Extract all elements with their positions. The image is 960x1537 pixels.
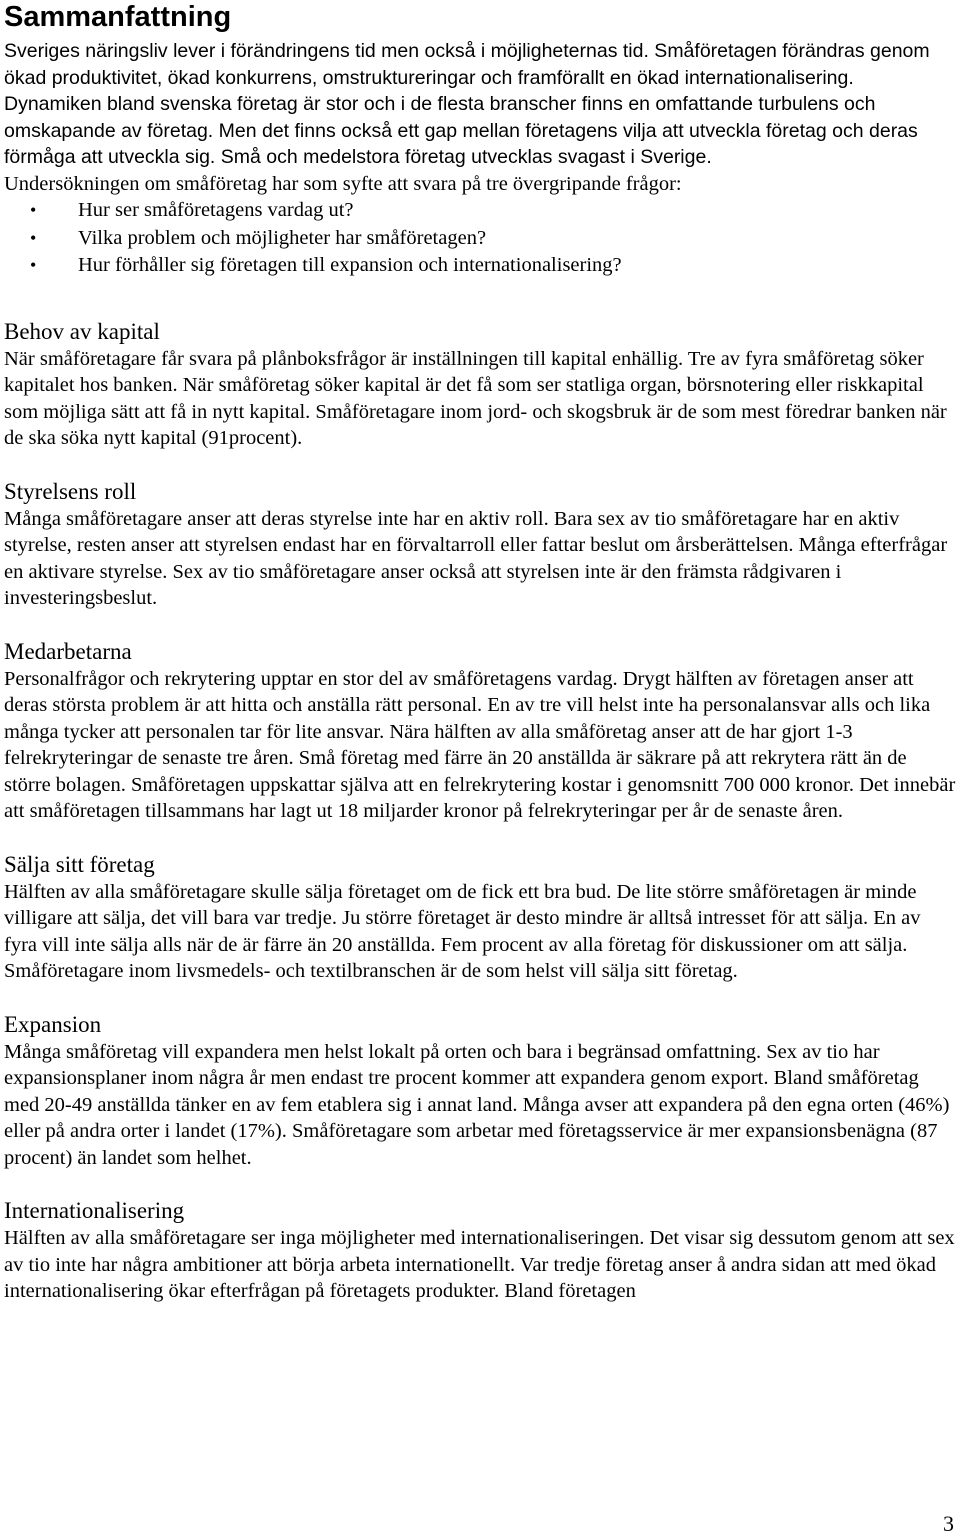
bullet-icon: •	[30, 255, 37, 275]
section-text: Många småföretag vill expandera men helst lokalt på orten och bara i begränsad omfattning. Sex av tio har expansionsplaner inom några år men endast tre procent kommer att expandera genom export. Bland småföretag med 20-49 anställda tänker en av fem etablera sig i annat land. Många avser att expandera på den egna orten (46%) eller på andra orter i landet (17%). Småföretagare som arbetar med företagsservice är mer expansionsbenägna (87 procent) än landet som helhet.	[4, 1040, 950, 1169]
section-heading: Medarbetarna	[4, 638, 132, 664]
section-heading: Expansion	[4, 1011, 102, 1037]
list-item-text: Hur förhåller sig företagen till expansion och internationalisering?	[78, 254, 622, 276]
section-text: Hälften av alla småföretagare ser inga möjligheter med internationaliseringen. Det visar sig dessutom genom att sex av tio inte har några ambitioner att börja arbeta internationellt. Var tredje företag anser å andra sidan att med ökad internationalisering ökar efterfrågan på företagets produkter. Bland företagen	[4, 1227, 955, 1302]
bullet-icon: •	[30, 200, 37, 220]
document-page	[4, 0, 956, 1305]
bullet-icon: •	[30, 227, 37, 248]
section-behov-av-kapital	[4, 318, 956, 452]
section-expansion	[4, 1011, 956, 1172]
list-item-text: Hur ser småföretagens vardag ut?	[78, 199, 354, 221]
list-item	[4, 252, 956, 280]
section-text: Hälften av alla småföretagare skulle sälja företaget om de fick ett bra bud. De lite större småföretagen är minde villigare att sälja, det vill bara var tredje. Ju större företaget är desto mindre är alltså intresset för att sälja. En av fyra vill inte sälja alls när de är färre än 20 anställda. Fem procent av alla företag för diskussioner om att sälja. Småföretagare inom livsmedels- och textilbranschen är de som helst vill sälja sitt företag.	[4, 880, 921, 982]
list-item-text: Vilka problem och möjligheter har småföretagen?	[78, 226, 487, 249]
section-text: Många småföretagare anser att deras styrelse inte har en aktiv roll. Bara sex av tio småföretagare har en aktiv styrelse, resten anser att styrelsen endast har en förvaltarroll eller fattar beslut om årsberättelsen. Många efterfrågar en aktivare styrelse. Sex av tio småföretagare anser också att styrelsen inte är den främsta rådgivaren i investeringsbeslut.	[4, 507, 948, 609]
section-text: Personalfrågor och rekrytering upptar en stor del av småföretagens vardag. Drygt hälften av företagen anser att deras största problem är att hitta och anställa rätt personal. En av tre vill helst inte ha personalansvar alls och lika många tycker att personalen tar för lite ansvar. Nära hälften av alla småföretag anser att de har gjort 1-3 felrekryteringar de senaste tre åren. Små företag med färre än 20 anställda är säkrare på att rekrytera rätt än de större bolagen. Småföretagen uppskattar själva att en felrekrytering kostar i genomsnitt 700 000 kronor. Det innebär att småföretagen tillsammans har lagt ut 18 miljarder kronor på felrekryteringar per år de senaste åren.	[4, 667, 956, 822]
question-list	[4, 197, 956, 280]
section-heading: Sälja sitt företag	[4, 851, 155, 877]
intro-paragraph: Sveriges näringsliv lever i förändringens tid men också i möjligheternas tid. Småföretagen förändras genom ökad produktivitet, ökad konkurrens, omstruktureringar och framförallt en ökad internationalisering. Dynamiken bland svenska företag är stor och i de flesta branscher finns en omfattande turbulens och omskapande av företag. Men det finns också ett gap mellan företagens vilja att utveckla företag och deras förmåga att utveckla sig. Små och medelstora företag utvecklas svagast i Sverige.	[4, 40, 930, 168]
section-heading: Internationalisering	[4, 1198, 185, 1223]
section-heading: Styrelsens roll	[4, 478, 137, 504]
list-item	[4, 197, 956, 225]
section-heading: Behov av kapital	[4, 318, 160, 344]
page-title: Sammanfattning	[4, 1, 232, 33]
section-text: När småföretagare får svara på plånboksfrågor är inställningen till kapital enhällig. Tre av fyra småföretag söker kapitalet hos banken. När småföretag söker kapital är det få som ser statliga organ, börsnotering eller riskkapital som möjliga sätt att få in nytt kapital. Småföretagare inom jord- och skogsbruk är de som mest föredrar banken när de ska söka nytt kapital (91procent).	[4, 347, 947, 449]
section-medarbetarna	[4, 638, 956, 825]
lead-paragraph: Undersökningen om småföretag har som syfte att svara på tre övergripande frågor:	[4, 172, 682, 195]
section-salja-sitt-foretag	[4, 851, 956, 985]
list-item	[4, 225, 956, 253]
section-internationalisering	[4, 1197, 956, 1305]
page-number: 3	[943, 1511, 954, 1536]
section-styrelsens-roll	[4, 478, 956, 612]
